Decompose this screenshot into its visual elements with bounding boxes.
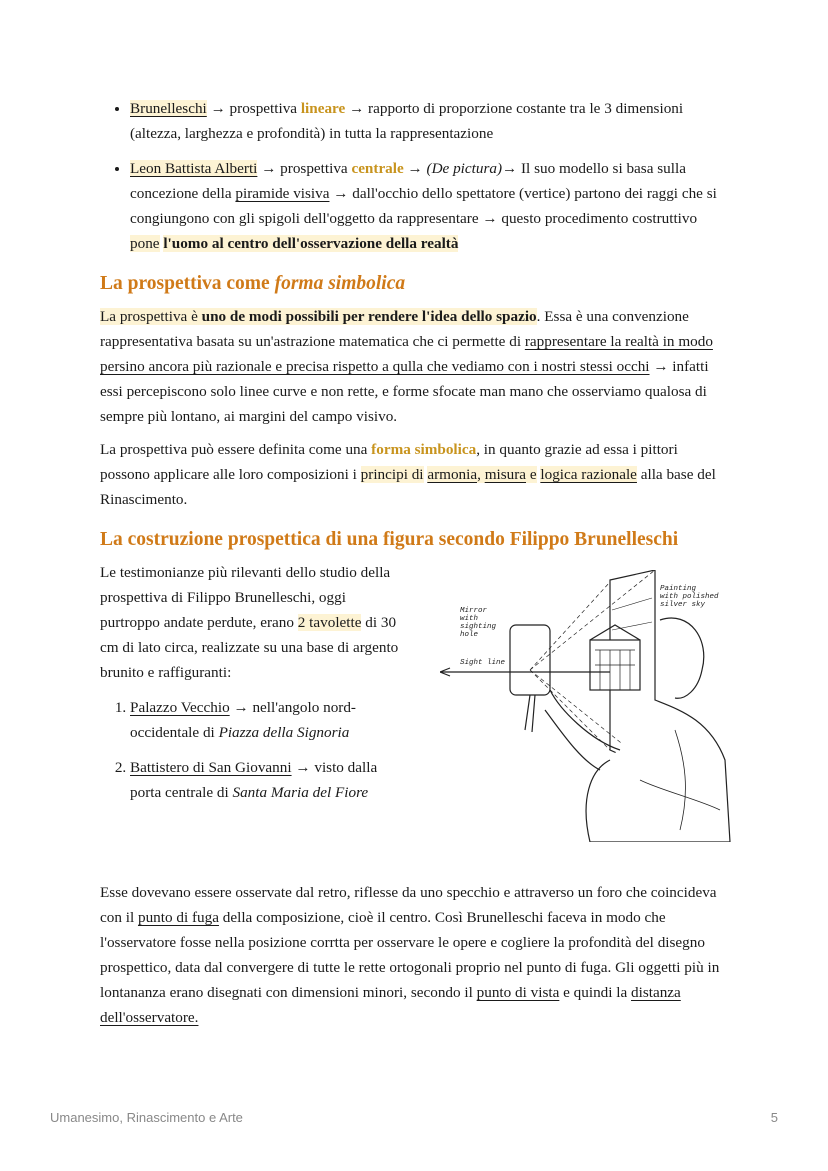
- svg-text:silver sky: silver sky: [660, 601, 706, 609]
- svg-text:sighting: sighting: [460, 623, 497, 631]
- arrow: →: [349, 100, 365, 117]
- text: prospettiva: [280, 160, 348, 177]
- bullet-list: [100, 96, 730, 256]
- paragraph: Esse dovevano essere osservate dal retro, riflesse da uno specchio e attraverso un foro che coincideva con il punto di fuga della composizione, cioè il centro. Così Brunelleschi faceva in modo che l'osservatore fosse nella posizione corrtta per osservare le opere e cogliere la profondità del disegno prospettico, data dal convergere di tutte le rette ortogonali proprio nel punto di fuga. Gli oggetti più in lontananza erano disegnati con dimensioni minori, secondo il punto di vista e quindi la distanza dell'osservatore.: [100, 884, 720, 1026]
- text: Il suo modello si basa sulla concezione della: [130, 160, 686, 202]
- svg-text:with: with: [460, 615, 479, 623]
- arrow: →: [210, 100, 226, 117]
- keyword: centrale: [351, 160, 404, 177]
- figure-label-painting: Painting: [660, 585, 697, 593]
- highlight-bold: l'uomo al centro dell'osservazione della realtà: [163, 235, 459, 252]
- underlined-term: piramide visiva: [235, 185, 330, 202]
- arrow: →: [261, 160, 277, 177]
- bullet-brunelleschi: [130, 96, 730, 146]
- highlight: pone: [130, 235, 160, 252]
- bullet-name: Leon Battista Alberti: [130, 160, 258, 177]
- svg-text:with polished: with polished: [660, 593, 719, 601]
- section-title-costruzione: La costruzione prospettica di una figura secondo Filippo Brunelleschi: [100, 529, 679, 550]
- text: rapporto di proporzione costante tra le 3 dimensioni (altezza, larghezza e profondità) in tutta la rappresentazione: [130, 100, 684, 142]
- bullet-name: Brunelleschi: [130, 100, 207, 117]
- figure-block: [100, 560, 730, 852]
- keyword: lineare: [300, 100, 346, 117]
- footer-title: Umanesimo, Rinascimento e Arte: [50, 1110, 243, 1125]
- highlight: 2 tavolette: [297, 614, 362, 631]
- list-item: 1. Palazzo Vecchio → nell'angolo nord-occidentale di Piazza della Signoria: [130, 695, 400, 745]
- keyword: forma simbolica: [371, 441, 477, 458]
- page-content: [100, 96, 730, 1038]
- section-title-forma-simbolica: La prospettiva come forma simbolica: [100, 273, 406, 294]
- text: prospettiva: [229, 100, 298, 117]
- arrow: →: [407, 160, 423, 177]
- brunelleschi-experiment-illustration: [440, 570, 732, 842]
- page-number: 5: [770, 1110, 778, 1125]
- paragraph: La prospettiva può essere definita come una forma simbolica, in quanto grazie ad essa i pittori possono applicare alle loro composizioni i principi di armonia, misura e logica razionale alla base del Rinascimento.: [100, 441, 716, 508]
- text: → dall'occhio dello spettatore (vertice) partono dei raggi che si congiungono con gli spigoli dell'oggetto da rappresentare → questo procedimento costruttivo: [130, 185, 717, 227]
- work-title: (De pictura): [426, 160, 503, 177]
- footer: [50, 1110, 778, 1125]
- underlined-phrase: rappresentare la realtà in modo persino ancora più razionale e precisa rispetto a qulla che vediamo con i nostri stessi occhi: [100, 333, 713, 375]
- figure-label-mirror: Mirror: [460, 607, 488, 615]
- figure-text: Le testimonianze più rilevanti dello studio della prospettiva di Filippo Brunelleschi, oggi purtroppo andate perdute, erano 2 tavolette di 30 cm di lato circa, realizzate su una base di argento brunito e raffiguranti: 1. Palazzo Vecchio → nell'angolo nord-occidentale di Piazza della Signoria 2. Battistero di San Giovanni → visto dalla porta centrale di Santa Maria del Fiore: [100, 560, 400, 805]
- bullet-alberti: [130, 156, 730, 256]
- svg-text:hole: hole: [460, 631, 479, 639]
- numbered-list: [100, 695, 400, 805]
- paragraph: La prospettiva è uno de modi possibili per rendere l'idea dello spazio. Essa è una convenzione rappresentativa basata su un'astrazione matematica che ci permette di rappresentare la realtà in modo persino ancora più razionale e precisa rispetto a qulla che vediamo con i nostri stessi occhi → infatti essi percepiscono solo linee curve e non rette, e forme sfocate man mano che osserviamo qualosa di sempre più lontano, ai margini del campo visivo.: [100, 308, 713, 425]
- arrow: →: [502, 160, 518, 177]
- list-item: 2. Battistero di San Giovanni → visto dalla porta centrale di Santa Maria del Fiore: [130, 755, 400, 805]
- figure-label-sight-line: Sight line: [460, 659, 506, 667]
